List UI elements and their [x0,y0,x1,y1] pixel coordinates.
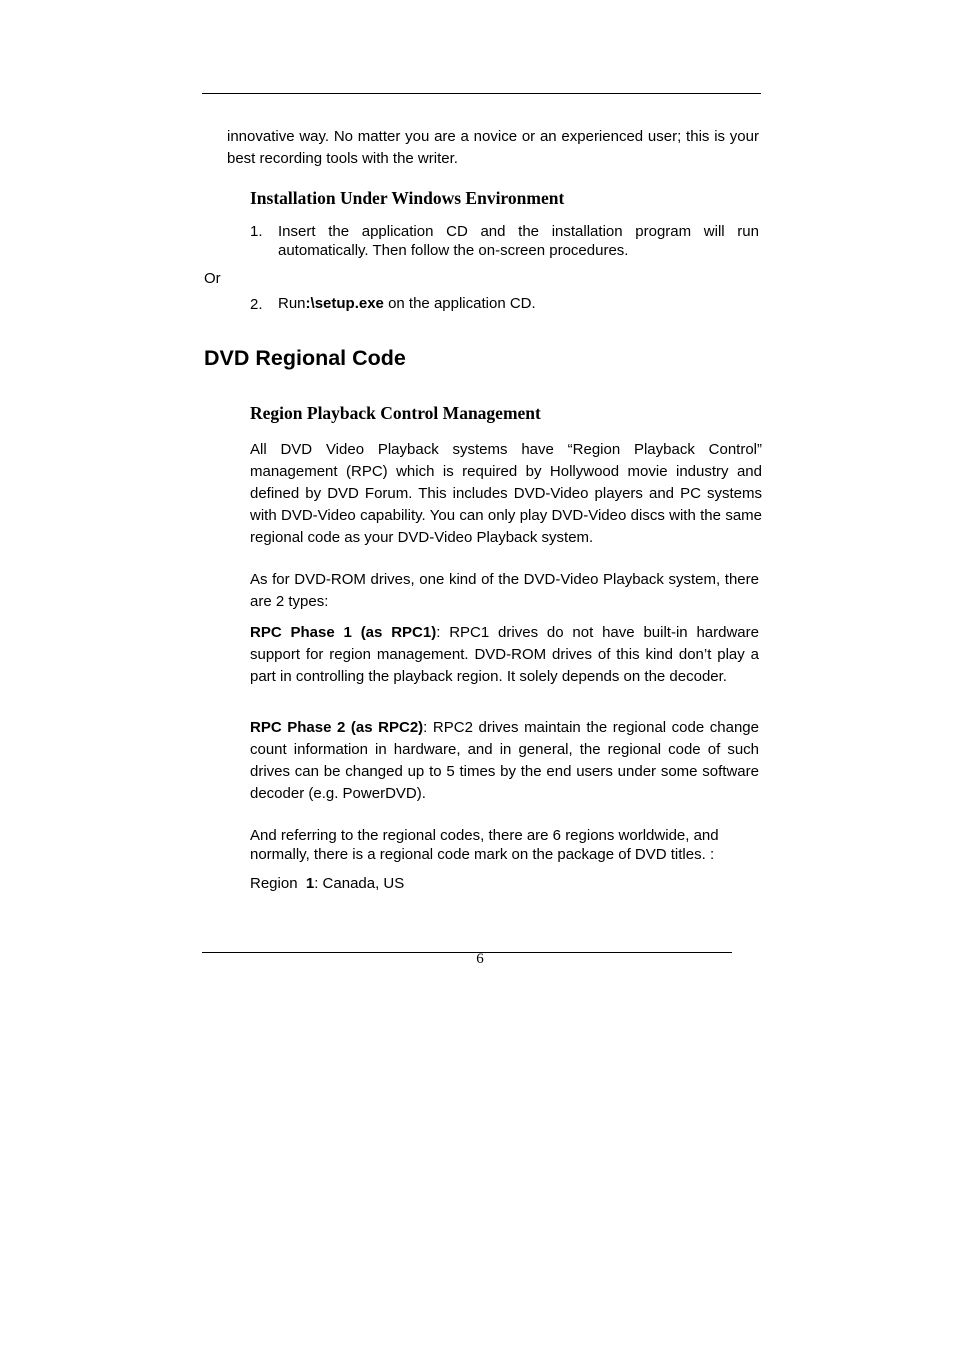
regions-paragraph: And referring to the regional codes, there are 6 regions worldwide, and normally, there is a regional code mark on the package of DVD titles. : [250,827,719,863]
rpc2-label: RPC Phase 2 (as RPC2) [250,719,424,736]
rpc-paragraph: All DVD Video Playback systems have “Region Playback Control” management (RPC) which is required by Hollywood movie industry and defined by DVD Forum. This includes DVD-Video players and PC systems with DVD-Video capability. You can only play DVD-Video discs with the same regional code as your DVD-Video Playback system. [250,441,762,546]
region-1-line [250,873,404,895]
rpc1-label: RPC Phase 1 (as RPC1) [250,624,437,641]
or-label: Or [204,270,221,287]
installation-heading: Installation Under Windows Environment [250,188,565,208]
step-1-number: 1. [250,223,263,240]
rpc2-text: : RPC2 drives maintain the regional code change count information in hardware, and in general, the regional code of such drives can be changed up to 5 times by the end users under some software decoder (e.g. PowerDVD). [250,719,759,802]
step-2-run: Run [278,295,306,312]
step-2-rest: on the application CD. [383,295,536,312]
region-countries: : Canada, US [314,875,405,892]
step-1-text: Insert the application CD and the installation program will run automatically. Then follow the on-screen procedures. [278,223,759,259]
rpc1-paragraph [250,622,759,688]
step-2-text [278,293,759,315]
rpc1-text: : RPC1 drives do not have built-in hardware support for region management. DVD-ROM drives of this kind don’t play a part in controlling the playback region. It solely depends on the decoder. [250,624,759,685]
section-title: DVD Regional Code [204,346,406,370]
region-label: Region [250,875,306,892]
rpc2-paragraph [250,717,759,805]
rpc-subheading: Region Playback Control Management [250,403,541,423]
region-number: 1 [305,875,315,892]
footer-rule [202,952,732,953]
page-number: 6 [476,951,484,967]
setup-exe-path: :\setup.exe [305,295,384,312]
dvdrom-types-paragraph: As for DVD-ROM drives, one kind of the DVD-Video Playback system, there are 2 types: [250,571,759,610]
header-rule [202,93,761,94]
step-2-number: 2. [250,296,263,313]
intro-paragraph: innovative way. No matter you are a novice or an experienced user; this is your best recording tools with the writer. [227,128,759,167]
